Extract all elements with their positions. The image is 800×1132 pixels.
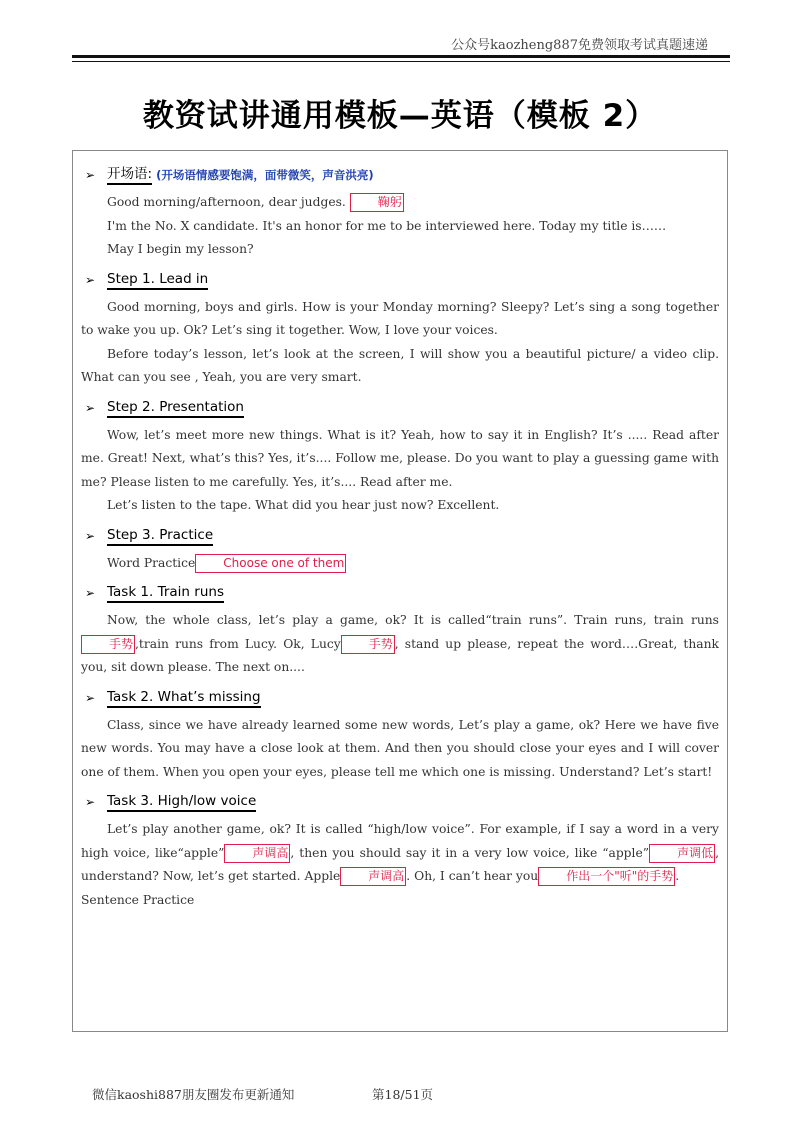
step3-label: Step 3. Practice [107, 526, 213, 546]
step2-para2: Let’s listen to the tape. What did you hear just now? Excellent. [107, 498, 500, 512]
arrow-bullet-icon: ➢ [85, 400, 96, 415]
step1-heading [81, 270, 719, 290]
step2-heading [81, 398, 719, 418]
page-number: 第18/51页 [372, 1087, 434, 1102]
step3-heading [81, 526, 719, 546]
gesture-annotation: 手势 [81, 635, 135, 654]
arrow-bullet-icon: ➢ [85, 586, 96, 600]
word-practice-line: Word Practice Choose one of them [81, 552, 719, 576]
page-title: 教资试讲通用模板—英语（模板 2） [142, 98, 658, 134]
arrow-bullet-icon: ➢ [85, 528, 96, 543]
low-voice-annotation: 声调低 [649, 844, 715, 863]
step1-para1: Good morning, boys and girls. How is your Monday morning? Sleepy? Let’s sing a song together to wake you up. Ok? Let’s sing it together. Wow, I love your voices. [81, 299, 719, 337]
task2-label: Task 2. What’s missing [107, 688, 261, 708]
opening-label: 开场语: [107, 165, 152, 185]
step1-label: Step 1. Lead in [107, 270, 208, 290]
bow-annotation: 鞠躬 [350, 193, 404, 212]
task2-para: Class, since we have already learned some new words, Let’s play a game, ok? Here we have five new words. You may have a close look at them. And then you should close your eyes and I will cover one of them. When you open your eyes, please tell me which one is missing. Understand? Let’s start! [81, 717, 719, 779]
header-rule-thin [72, 61, 730, 62]
step2-para1: Wow, let’s meet more new things. What is it? Yeah, how to say it in English? It’s ..... Read after me. Great! Next, what’s this? Yes, it’s.... Follow me, please. Do you want to play a guessing game with me? Please listen to me carefully. Yes, it’s.... Read after me. [81, 427, 719, 489]
step1-para2: Before today’s lesson, let’s look at the screen, I will show you a beautiful picture/ a video clip. What can you see , Yeah, you are very smart. [81, 346, 719, 384]
task3-heading [81, 792, 719, 812]
task3-para: Let’s play another game, ok? It is called “high/low voice”. For example, if I say a word in a very high voice, like“apple” 声调高 , then you should say it in a very low voice, like “apple” 声调低 , understand? Now, let’s get started. Apple 声调高 . Oh, I can’t hear you 作出一个"听"的手势 . [81, 818, 719, 889]
high-voice-annotation: 声调高 [340, 867, 406, 886]
sentence-practice-line: Sentence Practice [81, 892, 195, 907]
opening-note: (开场语情感要饱满，面带微笑，声音洪亮) [156, 168, 374, 182]
task2-heading [81, 688, 719, 708]
high-voice-annotation: 声调高 [224, 844, 290, 863]
header-rule-thick [72, 55, 730, 58]
arrow-bullet-icon: ➢ [85, 272, 96, 287]
header-note: 公众号kaozheng887免费领取考试真题速递 [451, 38, 708, 53]
opening-heading [81, 165, 719, 185]
task3-label: Task 3. High/low voice [107, 792, 256, 812]
arrow-bullet-icon: ➢ [85, 795, 96, 809]
step2-label: Step 2. Presentation [107, 398, 244, 418]
opening-line3: May I begin my lesson? [107, 242, 254, 256]
footer-note: 微信kaoshi887朋友圈发布更新通知 [92, 1087, 295, 1102]
task1-heading [81, 583, 719, 603]
content-box [72, 150, 728, 1032]
opening-line2: I'm the No. X candidate. It's an honor for me to be interviewed here. Today my title is…… [107, 218, 667, 233]
task1-label: Task 1. Train runs [107, 583, 224, 603]
gesture-annotation: 手势 [341, 635, 395, 654]
opening-line1: Good morning/afternoon, dear judges. 鞠躬 [81, 191, 719, 215]
arrow-bullet-icon: ➢ [85, 168, 96, 182]
choose-annotation: Choose one of them [195, 554, 346, 573]
listen-gesture-annotation: 作出一个"听"的手势 [538, 867, 675, 886]
task1-para: Now, the whole class, let’s play a game, ok? It is called“train runs”. Train runs, train runs手势 ,train runs from Lucy. Ok, Lucy 手势 , stand up please, repeat the word….Great, thank you, sit down please. The next on.... [81, 613, 719, 674]
arrow-bullet-icon: ➢ [85, 690, 96, 705]
